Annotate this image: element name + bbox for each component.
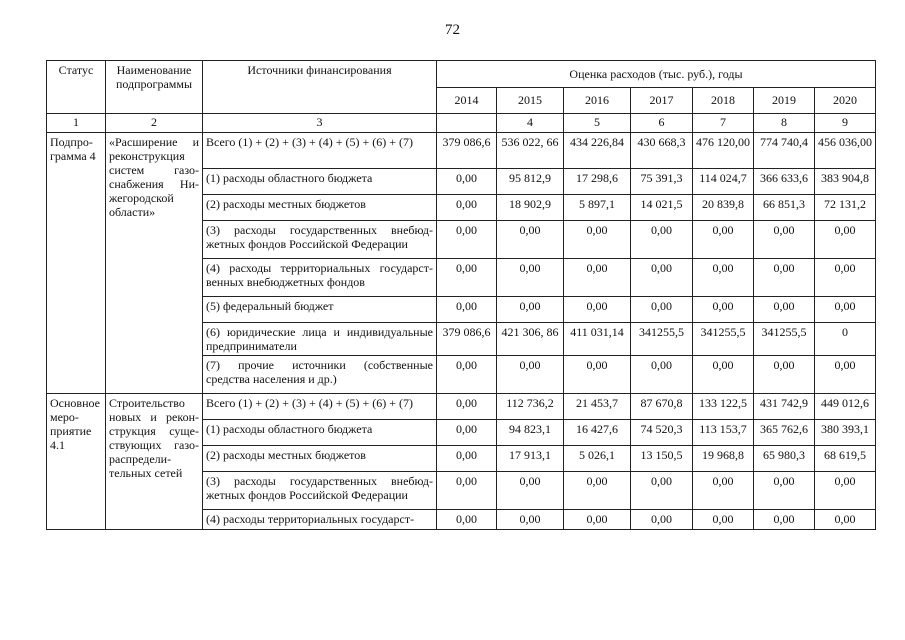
table-row: [47, 133, 876, 169]
source-cell: (7) прочие источники (собственные средства населения и др.): [203, 356, 437, 394]
value-cell: 65 980,3: [754, 446, 815, 472]
table-row: [47, 394, 876, 420]
value-cell: 16 427,6: [564, 420, 631, 446]
value-cell: 0,00: [815, 472, 876, 510]
column-number: 1: [47, 114, 106, 133]
column-number: 3: [203, 114, 437, 133]
value-cell: 341255,5: [631, 323, 693, 356]
column-number: 4: [497, 114, 564, 133]
value-cell: 5 026,1: [564, 446, 631, 472]
value-cell: 66 851,3: [754, 195, 815, 221]
value-cell: 0,00: [631, 356, 693, 394]
value-cell: 18 902,9: [497, 195, 564, 221]
value-cell: 456 036,00: [815, 133, 876, 169]
header-year: 2019: [754, 87, 815, 114]
source-cell: (6) юридические лица и индивидуальные предприниматели: [203, 323, 437, 356]
value-cell: 0,00: [437, 510, 497, 530]
value-cell: 0,00: [437, 394, 497, 420]
column-number: 9: [815, 114, 876, 133]
value-cell: 0,00: [693, 221, 754, 259]
value-cell: 0,00: [754, 297, 815, 323]
value-cell: 366 633,6: [754, 169, 815, 195]
value-cell: 0,00: [693, 510, 754, 530]
value-cell: 0,00: [437, 195, 497, 221]
value-cell: 341255,5: [693, 323, 754, 356]
source-cell: (3) расходы государственных внебюд-жетных фондов Российской Федерации: [203, 221, 437, 259]
value-cell: 95 812,9: [497, 169, 564, 195]
header-year: 2016: [564, 87, 631, 114]
value-cell: 0,00: [497, 221, 564, 259]
value-cell: 0,00: [693, 297, 754, 323]
value-cell: 0,00: [754, 221, 815, 259]
value-cell: 430 668,3: [631, 133, 693, 169]
value-cell: 0,00: [497, 510, 564, 530]
column-number: 2: [106, 114, 203, 133]
value-cell: 17 913,1: [497, 446, 564, 472]
value-cell: 0,00: [631, 259, 693, 297]
value-cell: 380 393,1: [815, 420, 876, 446]
status-cell: Подпро-грамма 4: [47, 133, 106, 394]
value-cell: 0,00: [815, 259, 876, 297]
value-cell: 536 022, 66: [497, 133, 564, 169]
value-cell: 0,00: [437, 472, 497, 510]
value-cell: 0,00: [631, 221, 693, 259]
value-cell: 411 031,14: [564, 323, 631, 356]
value-cell: 449 012,6: [815, 394, 876, 420]
value-cell: 0,00: [564, 259, 631, 297]
column-number: [437, 114, 497, 133]
source-cell: Всего (1) + (2) + (3) + (4) + (5) + (6) + (7): [203, 133, 437, 169]
header-year: 2018: [693, 87, 754, 114]
value-cell: 0,00: [815, 356, 876, 394]
value-cell: 14 021,5: [631, 195, 693, 221]
value-cell: 0,00: [754, 472, 815, 510]
source-cell: (2) расходы местных бюджетов: [203, 195, 437, 221]
value-cell: 0: [815, 323, 876, 356]
value-cell: 383 904,8: [815, 169, 876, 195]
header-sources: Источники финансирования: [203, 61, 437, 114]
value-cell: 0,00: [815, 510, 876, 530]
value-cell: 68 619,5: [815, 446, 876, 472]
value-cell: 421 306, 86: [497, 323, 564, 356]
financing-table: [46, 60, 876, 530]
value-cell: 0,00: [437, 169, 497, 195]
value-cell: 0,00: [564, 510, 631, 530]
value-cell: 0,00: [815, 221, 876, 259]
value-cell: 0,00: [631, 472, 693, 510]
source-cell: (2) расходы местных бюджетов: [203, 446, 437, 472]
value-cell: 0,00: [564, 297, 631, 323]
column-number: 8: [754, 114, 815, 133]
value-cell: 0,00: [564, 356, 631, 394]
source-cell: Всего (1) + (2) + (3) + (4) + (5) + (6) + (7): [203, 394, 437, 420]
header-year: 2015: [497, 87, 564, 114]
value-cell: 0,00: [693, 356, 754, 394]
value-cell: 0,00: [437, 221, 497, 259]
source-cell: (1) расходы областного бюджета: [203, 420, 437, 446]
value-cell: 75 391,3: [631, 169, 693, 195]
value-cell: 0,00: [437, 446, 497, 472]
value-cell: 0,00: [815, 297, 876, 323]
status-cell: Основное меро-приятие 4.1: [47, 394, 106, 530]
value-cell: 434 226,84: [564, 133, 631, 169]
value-cell: 13 150,5: [631, 446, 693, 472]
value-cell: 0,00: [437, 259, 497, 297]
value-cell: 74 520,3: [631, 420, 693, 446]
value-cell: 0,00: [437, 297, 497, 323]
value-cell: 114 024,7: [693, 169, 754, 195]
value-cell: 87 670,8: [631, 394, 693, 420]
value-cell: 0,00: [754, 510, 815, 530]
source-cell: (4) расходы территориальных государст-: [203, 510, 437, 530]
value-cell: 17 298,6: [564, 169, 631, 195]
value-cell: 0,00: [693, 259, 754, 297]
value-cell: 0,00: [754, 259, 815, 297]
column-number: 5: [564, 114, 631, 133]
value-cell: 379 086,6: [437, 133, 497, 169]
column-number: 6: [631, 114, 693, 133]
value-cell: 21 453,7: [564, 394, 631, 420]
source-cell: (4) расходы территориальных государст-венных внебюджетных фондов: [203, 259, 437, 297]
value-cell: 0,00: [754, 356, 815, 394]
value-cell: 0,00: [497, 259, 564, 297]
value-cell: 0,00: [564, 472, 631, 510]
value-cell: 431 742,9: [754, 394, 815, 420]
subprogram-name-cell: «Расширение и реконструкция систем газо-снабжения Ни-жегородской области»: [106, 133, 203, 394]
value-cell: 19 968,8: [693, 446, 754, 472]
source-cell: (3) расходы государственных внебюд-жетных фондов Российской Федерации: [203, 472, 437, 510]
value-cell: 0,00: [437, 420, 497, 446]
value-cell: 0,00: [631, 297, 693, 323]
source-cell: (5) федеральный бюджет: [203, 297, 437, 323]
source-cell: (1) расходы областного бюджета: [203, 169, 437, 195]
value-cell: 0,00: [631, 510, 693, 530]
header-year: 2014: [437, 87, 497, 114]
value-cell: 5 897,1: [564, 195, 631, 221]
header-year: 2020: [815, 87, 876, 114]
page-number: 72: [445, 22, 460, 38]
value-cell: 94 823,1: [497, 420, 564, 446]
value-cell: 133 122,5: [693, 394, 754, 420]
value-cell: 341255,5: [754, 323, 815, 356]
value-cell: 0,00: [497, 297, 564, 323]
value-cell: 476 120,00: [693, 133, 754, 169]
subprogram-name-cell: Строительство новых и рекон-струкция суще-ствующих газо-распредели-тельных сетей: [106, 394, 203, 530]
value-cell: 774 740,4: [754, 133, 815, 169]
header-year: 2017: [631, 87, 693, 114]
header-status: Статус: [47, 61, 106, 114]
value-cell: 0,00: [497, 472, 564, 510]
value-cell: 379 086,6: [437, 323, 497, 356]
value-cell: 20 839,8: [693, 195, 754, 221]
column-number: 7: [693, 114, 754, 133]
value-cell: 0,00: [564, 221, 631, 259]
value-cell: 72 131,2: [815, 195, 876, 221]
value-cell: 112 736,2: [497, 394, 564, 420]
header-subprogram: Наименование подпрограммы: [106, 61, 203, 114]
value-cell: 0,00: [693, 472, 754, 510]
value-cell: 365 762,6: [754, 420, 815, 446]
value-cell: 0,00: [497, 356, 564, 394]
value-cell: 0,00: [437, 356, 497, 394]
header-estimate: Оценка расходов (тыс. руб.), годы: [437, 61, 876, 88]
value-cell: 113 153,7: [693, 420, 754, 446]
